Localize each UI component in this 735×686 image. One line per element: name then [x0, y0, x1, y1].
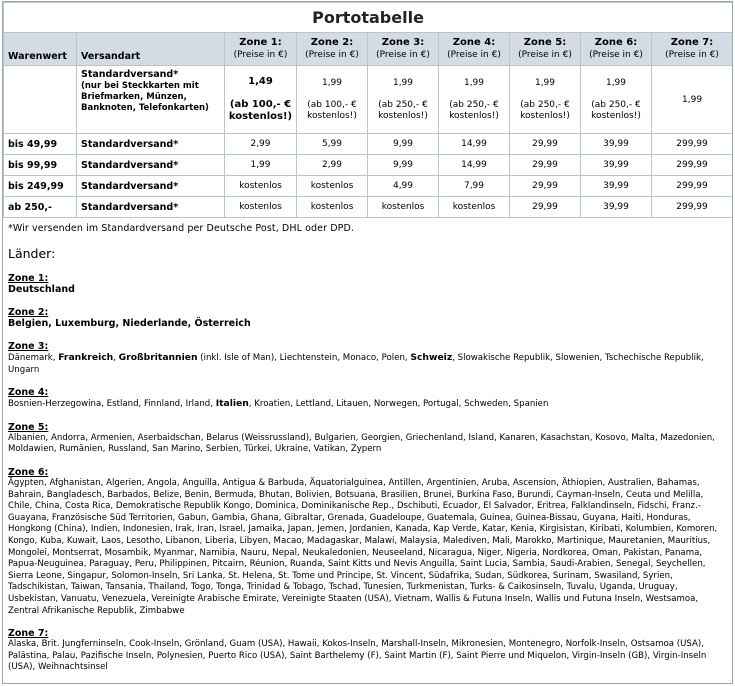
price-cell: 1,49 (ab 100,- € kostenlos!)	[225, 66, 297, 134]
price-cell: 29,99	[510, 155, 581, 176]
warenwert-cell: bis 49,99	[4, 134, 77, 155]
zone-block	[3, 387, 732, 411]
warenwert-cell: bis 99,99	[4, 155, 77, 176]
zone-block	[3, 273, 732, 296]
versandart-cell: Standardversand*	[77, 176, 225, 197]
table-header	[4, 33, 733, 66]
zone-countries: Ägypten, Afghanistan, Algerien, Angola, Anguilla, Antigua & Barbuda, Äquatorialguinea, Antillen, Argentinien, Aruba, Ascension, Äthiopien, Australien, Bahamas, Bahrain, Bangladesch, Barbados, Belize, Benin, Bermuda, Bhutan, Bolivien, Botsuana, Brasilien, Brunei, Burkina Faso, Burundi, Cayman-Inseln, Ceuta und Melilla, Chile, China, Costa Rica, Demokratische Republik Kongo, Dominica, Dominikanische Rep., Dschibuti, Ecuador, El Salvador, Eritrea, Falklandinseln, Fidschi, Franz.-Guayana, Französische Süd Territorien, Gabun, Gambia, Ghana, Gibraltar, Grenada, Guadeloupe, Guatemala, Guinea, Guinea-Bissau, Guyana, Haiti, Honduras, Hongkong (China), Indien, Indonesien, Irak, Iran, Israel, Jamaika, Japan, Jemen, Jordanien, Kanada, Kap Verde, Katar, Kenia, Kirgisistan, Kiribati, Kolumbien, Komoren, Kongo, Kuba, Kuwait, Laos, Lesotho, Libanon, Liberia, Libyen, Macao, Madagaskar, Malawi, Malaysia, Malediven, Mali, Marokko, Martinique, Mauretanien, Mauritius, Mongolei, Montserrat, Mosambik, Myanmar, Namibia, Nauru, Nepal, Neukaledonien, Neuseeland, Nicaragua, Niger, Nigeria, Nordkorea, Oman, Pakistan, Panama, Papua-Neuguinea, Paraguay, Peru, Philippinen, Pitcairn, Réunion, Ruanda, Saint Kitts und Nevis Anguilla, Saint Lucia, Sambia, Saudi-Arabien, Senegal, Seychellen, Sierra Leone, Singapur, Solomon-Inseln, Sri Lanka, St. Helena, St. Tome und Principe, St. Vincent, Südafrika, Sudan, Südkorea, Surinam, Swasiland, Syrien, Tadschikistan, Taiwan, Tansania, Thailand, Togo, Tonga, Trinidad & Tobago, Tschad, Tunesien, Turkmenistan, Turks- & Caikosinseln, Tuvalu, Uganda, Uruguay, Usbekistan, Vanuatu, Venezuela, Vereinigte Arabische Emirate, Vereinigte Staaten (USA), Vietnam, Wallis & Futuna Inseln, Wallis und Futuna Inseln, Westsamoa, Zentral Afrikanische Republik, Zimbabwe	[8, 477, 718, 616]
zone-block	[3, 422, 732, 456]
versandart-cell: Standardversand*	[77, 197, 225, 218]
zone-block	[3, 341, 732, 376]
price-cell: 39,99	[581, 176, 652, 197]
zone-heading: Zone 7:	[8, 628, 49, 640]
zone-countries: Deutschland	[8, 284, 75, 295]
price-cell: 2,99	[225, 134, 297, 155]
page-title: Portotabelle	[4, 3, 733, 33]
header-zone-2: Zone 2: (Preise in €)	[297, 33, 368, 66]
zone-block	[3, 307, 732, 330]
header-versandart: Versandart	[77, 33, 225, 66]
price-cell: 29,99	[510, 197, 581, 218]
price-cell: 1,99 (ab 250,- € kostenlos!)	[368, 66, 439, 134]
price-cell: 14,99	[439, 134, 510, 155]
zone-countries: Dänemark, Frankreich, Großbritannien (inkl. Isle of Man), Liechtenstein, Monaco, Polen, Schweiz, Slowakische Republik, Slowenien, Tschechische Republik, Ungarn	[8, 352, 704, 375]
price-cell: 299,99	[652, 134, 733, 155]
zone-heading: Zone 2:	[8, 307, 49, 318]
price-cell: 299,99	[652, 176, 733, 197]
zone-heading: Zone 3:	[8, 341, 49, 352]
price-cell: 39,99	[581, 134, 652, 155]
zone-heading: Zone 4:	[8, 387, 49, 399]
table-row	[4, 134, 733, 155]
price-cell: 299,99	[652, 155, 733, 176]
header-zone-3: Zone 3: (Preise in €)	[368, 33, 439, 66]
price-cell: kostenlos	[297, 197, 368, 218]
footnote: *Wir versenden im Standardversand per Deutsche Post, DHL oder DPD.	[8, 223, 354, 234]
price-cell: kostenlos	[368, 197, 439, 218]
price-cell: kostenlos	[439, 197, 510, 218]
warenwert-cell: bis 249,99	[4, 176, 77, 197]
price-cell: kostenlos	[225, 197, 297, 218]
price-cell: 39,99	[581, 155, 652, 176]
header-warenwert: Warenwert	[4, 33, 77, 66]
price-cell: 299,99	[652, 197, 733, 218]
empty-cell	[4, 66, 77, 134]
header-zone-7: Zone 7: (Preise in €)	[652, 33, 733, 66]
versandart-cell: Standardversand* (nur bei Steckkarten mit Briefmarken, Münzen, Banknoten, Telefonkarten)	[77, 66, 225, 134]
porto-page	[2, 1, 733, 684]
price-cell: 1,99 (ab 250,- € kostenlos!)	[439, 66, 510, 134]
price-cell: 39,99	[581, 197, 652, 218]
table-row	[4, 66, 733, 134]
price-cell: 1,99 (ab 250,- € kostenlos!)	[510, 66, 581, 134]
price-cell: 1,99 (ab 100,- € kostenlos!)	[297, 66, 368, 134]
zone-block	[3, 467, 732, 617]
porto-table	[3, 2, 733, 218]
price-cell: 29,99	[510, 176, 581, 197]
zone-countries: Belgien, Luxemburg, Niederlande, Österreich	[8, 318, 251, 329]
table-row	[4, 176, 733, 197]
table-row	[4, 155, 733, 176]
price-cell: kostenlos	[297, 176, 368, 197]
zone-heading: Zone 5:	[8, 421, 49, 433]
zone-heading: Zone 1:	[8, 273, 49, 284]
versandart-cell: Standardversand*	[77, 134, 225, 155]
header-zone-6: Zone 6: (Preise in €)	[581, 33, 652, 66]
header-zone-1: Zone 1: (Preise in €)	[225, 33, 297, 66]
header-zone-4: Zone 4: (Preise in €)	[439, 33, 510, 66]
price-cell: 29,99	[510, 134, 581, 155]
versandart-cell: Standardversand*	[77, 155, 225, 176]
price-cell: 1,99	[652, 66, 733, 134]
price-cell: 7,99	[439, 176, 510, 197]
price-cell: 2,99	[297, 155, 368, 176]
header-zone-5: Zone 5: (Preise in €)	[510, 33, 581, 66]
price-cell: 9,99	[368, 134, 439, 155]
price-cell: 5,99	[297, 134, 368, 155]
price-cell: 1,99 (ab 250,- € kostenlos!)	[581, 66, 652, 134]
zone-countries: Alaska, Brit. Jungferninseln, Cook-Inseln, Grönland, Guam (USA), Hawaii, Kokos-Inseln, Marshall-Inseln, Mikronesien, Montenegro, Norfolk-Inseln, Ostsamoa (USA), Palästina, Palau, Pazifische Inseln, Polynesien, Puerto Rico (USA), Saint Barthelemy (F), Saint Martin (F), Saint Pierre und Miquelon, Virgin-Inseln (GB), Virgin-Inseln (USA), Weihnachtsinsel	[8, 639, 707, 673]
warenwert-cell: ab 250,-	[4, 197, 77, 218]
laender-heading: Länder:	[8, 246, 56, 261]
table-row	[4, 197, 733, 218]
zone-block	[3, 628, 732, 674]
price-cell: 4,99	[368, 176, 439, 197]
price-cell: kostenlos	[225, 176, 297, 197]
zone-heading: Zone 6:	[8, 466, 49, 478]
price-cell: 14,99	[439, 155, 510, 176]
price-cell: 9,99	[368, 155, 439, 176]
price-cell: 1,99	[225, 155, 297, 176]
zone-countries: Albanien, Andorra, Armenien, Aserbaidschan, Belarus (Weissrussland), Bulgarien, Georgien, Griechenland, Island, Kanaren, Kasachstan, Kosovo, Malta, Mazedonien, Moldawien, Rumänien, Russland, San Marino, Serbien, Türkei, Ukraine, Vatikan, Zypern	[8, 432, 715, 455]
zone-countries: Bosnien-Herzegowina, Estland, Finnland, Irland, Italien, Kroatien, Lettland, Litauen, Norwegen, Portugal, Schweden, Spanien	[8, 398, 549, 410]
